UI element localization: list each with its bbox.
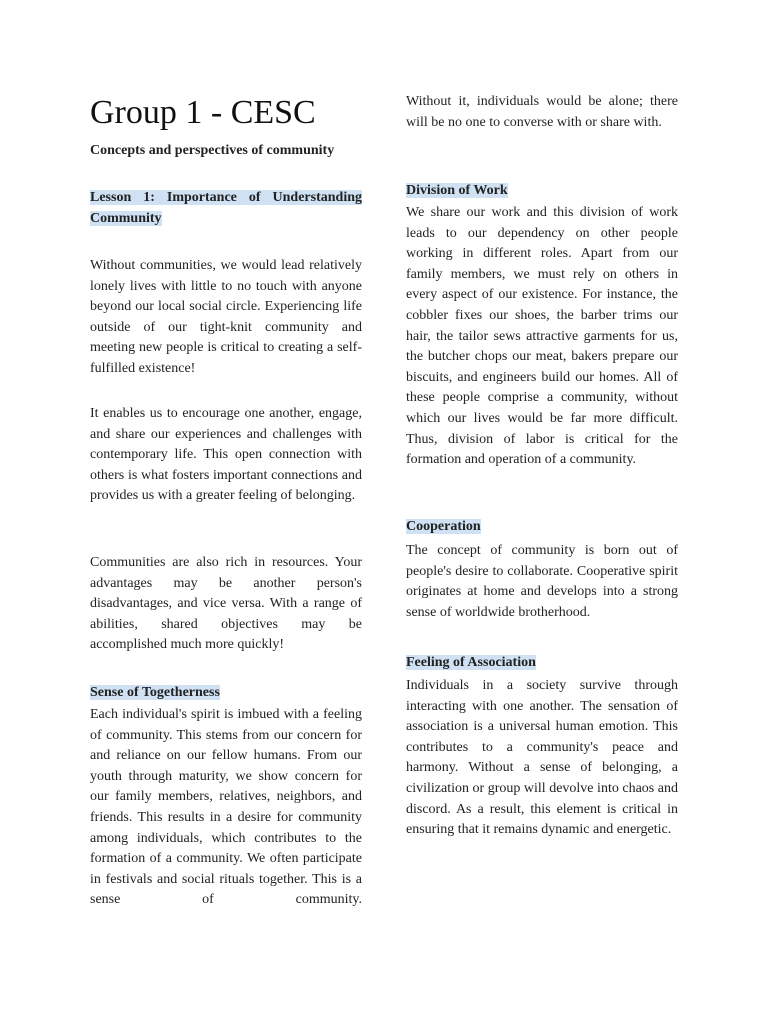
document-subtitle: Concepts and perspectives of community	[90, 143, 335, 158]
association-paragraph: Individuals in a society survive through interacting with one another. The sensation of association is a universal human emotion. This contributes to a community's peace and harmony. Without a sense of belonging, a civilization or group will devolve into chaos and discord. As a result, this element is critical in ensuring that it remains dynamic and energetic.	[406, 678, 678, 838]
cooperation-heading-text: Cooperation	[406, 519, 481, 534]
cooperation-paragraph: The concept of community is born out of people's desire to collaborate. Cooperative spirit originates at home and develops into a strong sense of worldwide brotherhood.	[406, 543, 678, 620]
lesson-heading	[90, 187, 362, 229]
division-of-work-paragraph: We share our work and this division of work leads to our dependency on other people working in different roles. Apart from our family members, we must rely on others in every aspect of our existence. For instance, the cobbler fixes our shoes, the barber trims our hair, the tailor sews attractive garments for us, the butcher chops our meat, bakers prepare our biscuits, and engineers build our homes. All of these people comprise a community, without which our lives would be far more difficult. Thus, division of labor is critical for the formation and operation of a community.	[406, 205, 678, 468]
section-heading-association	[406, 652, 536, 673]
document-title: Group 1 - CESC	[90, 94, 316, 131]
association-heading-text: Feeling of Association	[406, 655, 536, 670]
togetherness-heading-text: Sense of Togetherness	[90, 685, 220, 700]
section-heading-cooperation	[406, 516, 481, 537]
intro-paragraph-3: Communities are also rich in resources. Your advantages may be another person's disadvantages, and vice versa. With a range of abilities, shared objectives may be accomplished much more quickly!	[90, 555, 362, 653]
section-heading-division-of-work	[406, 180, 508, 201]
lesson-heading-text: Lesson 1: Importance of Understanding Community	[90, 190, 362, 226]
togetherness-paragraph: Each individual's spirit is imbued with a feeling of community. This stems from our concern for and reliance on our fellow humans. From our youth through maturity, we show concern for our family members, relatives, neighbors, and friends. This results in a desire for community among individuals, which contributes to the formation of a community. We often participate in festivals and social rituals together. This is a sense of community.	[90, 707, 362, 908]
section-heading-togetherness	[90, 682, 220, 703]
continuation-paragraph: Without it, individuals would be alone; there will be no one to converse with or share with.	[406, 94, 678, 130]
intro-paragraph-1: Without communities, we would lead relatively lonely lives with little to no touch with anyone beyond our local social circle. Experiencing life outside of our tight-knit community and meeting new people is critical to creating a self-fulfilled existence!	[90, 258, 362, 376]
division-heading-text: Division of Work	[406, 183, 508, 198]
intro-paragraph-2: It enables us to encourage one another, engage, and share our experiences and challenges with contemporary life. This open connection with others is what fosters important connections and provides us with a greater feeling of belonging.	[90, 406, 362, 504]
